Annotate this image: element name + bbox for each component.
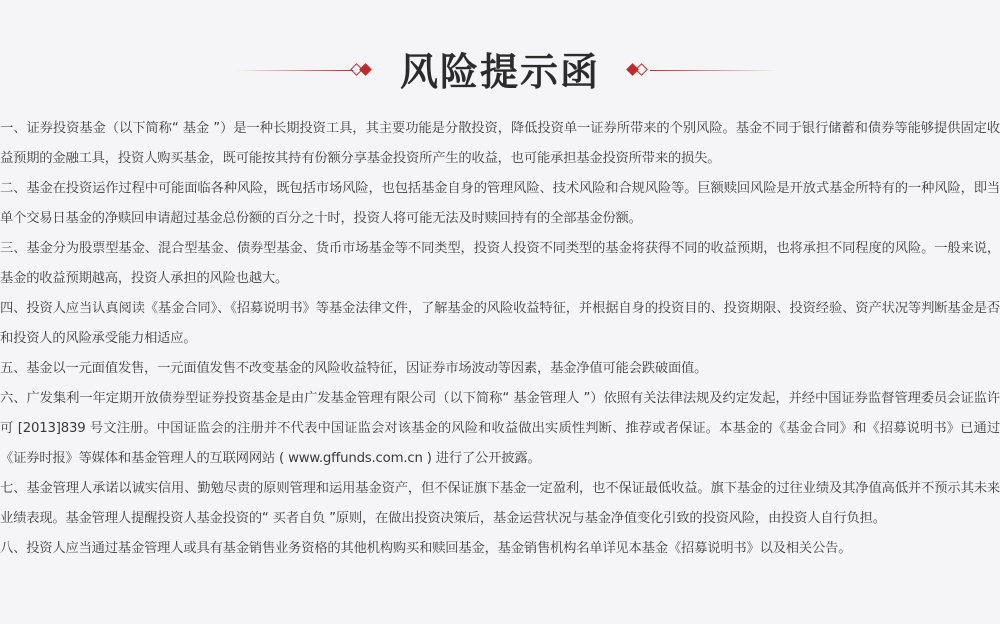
notice-content bbox=[0, 114, 1000, 564]
notice-paragraph-8: 八、投资人应当通过基金管理人或具有基金销售业务资格的其他机构购买和赎回基金，基金销售机构名单详见本基金《招募说明书》以及相关公告。 bbox=[0, 541, 852, 556]
notice-paragraph-1: 一、证券投资基金（以下简称“ 基金 ”）是一种长期投资工具，其主要功能是分散投资，降低投资单一证券所带来的个别风险。基金不同于银行储蓄和债券等能够提供固定收益预期的金融工具，投资人购买基金，既可能按其持有份额分享基金投资所产生的收益，也可能承担基金投资所带来的损失。 bbox=[0, 121, 1000, 166]
notice-paragraph-2: 二、基金在投资运作过程中可能面临各种风险，既包括市场风险，也包括基金自身的管理风险、技术风险和合规风险等。巨额赎回风险是开放式基金所特有的一种风险，即当单个交易日基金的净赎回申请超过基金总份额的百分之十时，投资人将可能无法及时赎回持有的全部基金份额。 bbox=[0, 181, 1000, 226]
title-right-line bbox=[650, 70, 778, 71]
notice-paragraph-6: 六、广发集利一年定期开放债券型证券投资基金是由广发基金管理有限公司（以下简称“ 基金管理人 ”）依照有关法律法规及约定发起，并经中国证券监督管理委员会证监许可 [2013]839 号文注册。中国证监会的注册并不代表中国证监会对该基金的风险和收益做出实质性判断、推荐或者保证。本基金的《基金合同》和《招募说明书》已通过《证券时报》等媒体和基金管理人的互联网网站 ( www.gffunds.com.cn ) 进行了公开披露。 bbox=[0, 391, 1000, 466]
title-right-diamond-icon bbox=[624, 63, 652, 77]
notice-paragraph-4: 四、投资人应当认真阅读《基金合同》、《招募说明书》等基金法律文件，了解基金的风险收益特征，并根据自身的投资目的、投资期限、投资经验、资产状况等判断基金是否和投资人的风险承受能力相适应。 bbox=[0, 301, 1000, 346]
notice-paragraph-5: 五、基金以一元面值发售，一元面值发售不改变基金的风险收益特征，因证券市场波动等因素，基金净值可能会跌破面值。 bbox=[0, 361, 708, 376]
page-title: 风险提示函 bbox=[399, 50, 600, 94]
header bbox=[0, 44, 1000, 100]
notice-paragraph-7: 七、基金管理人承诺以诚实信用、勤勉尽责的原则管理和运用基金资产，但不保证旗下基金一定盈利，也不保证最低收益。旗下基金的过往业绩及其净值高低并不预示其未来业绩表现。基金管理人提醒投资人基金投资的“ 买者自负 ”原则，在做出投资决策后，基金运营状况与基金净值变化引致的投资风险，由投资人自行负担。 bbox=[0, 481, 1000, 526]
notice-paragraph-3: 三、基金分为股票型基金、混合型基金、债券型基金、货币市场基金等不同类型，投资人投资不同类型的基金将获得不同的收益预期，也将承担不同程度的风险。一般来说，基金的收益预期越高，投资人承担的风险也越大。 bbox=[0, 241, 1000, 286]
